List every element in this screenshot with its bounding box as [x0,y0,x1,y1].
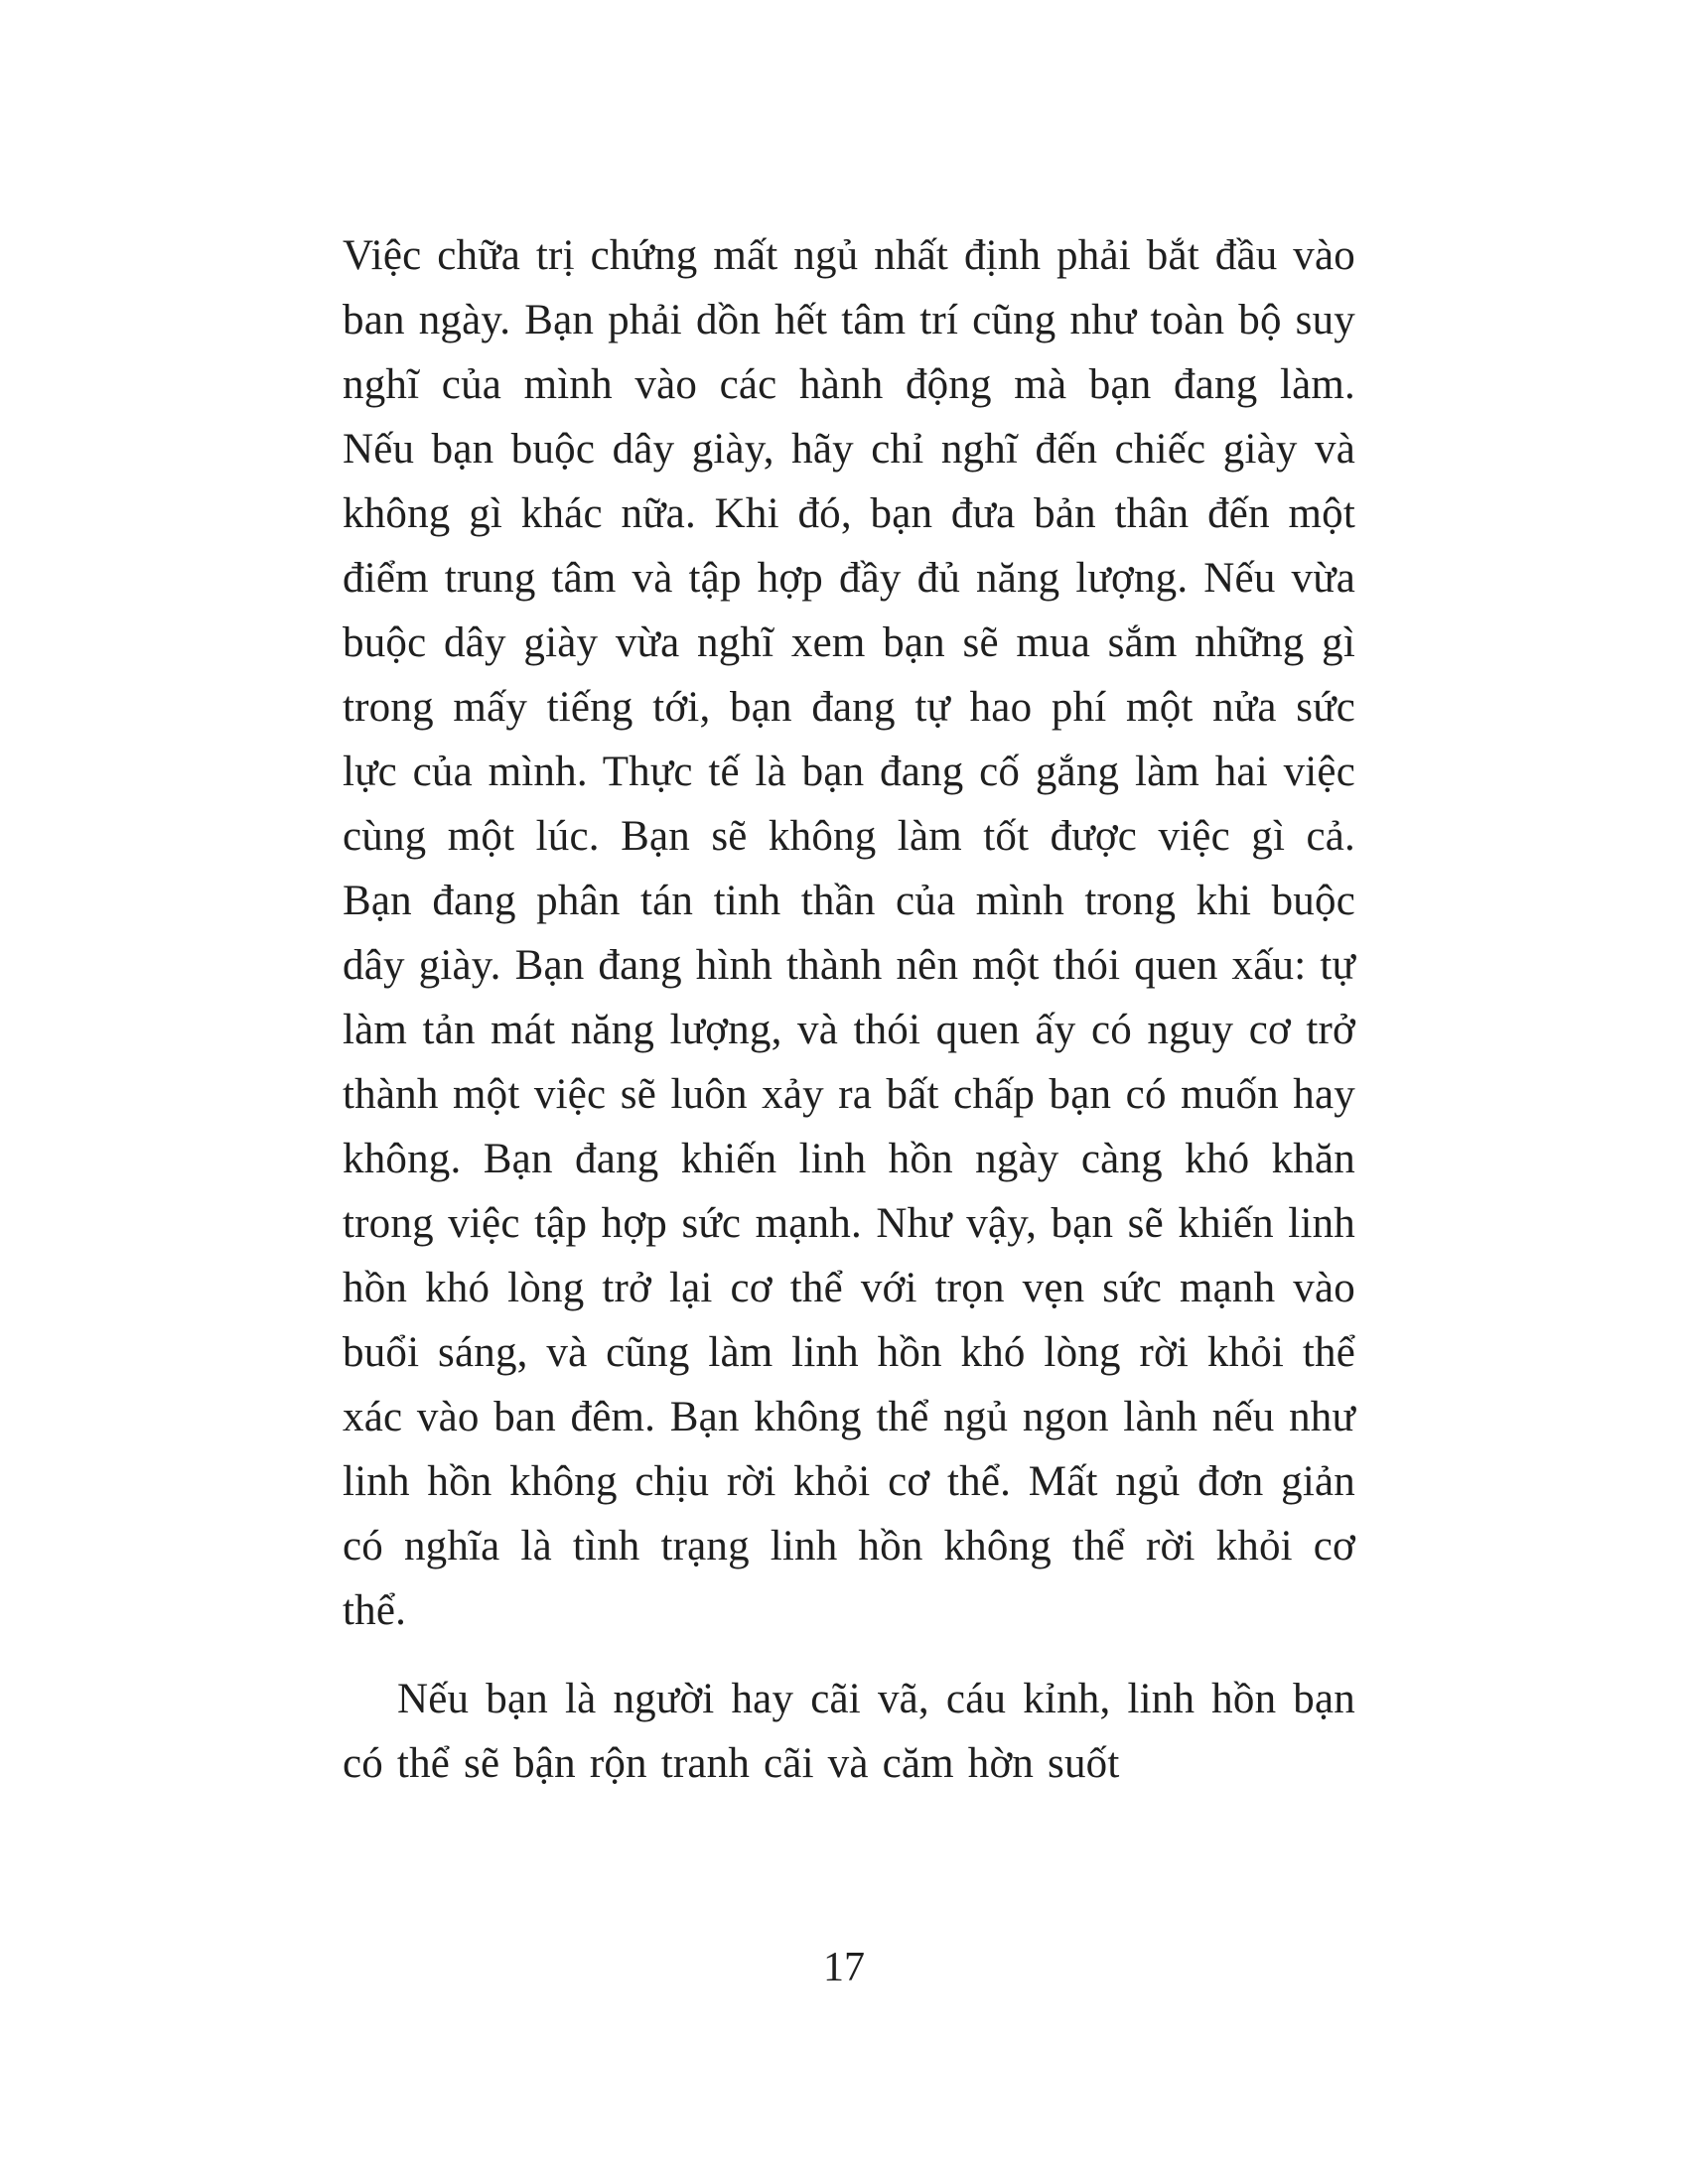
page-number: 17 [823,1945,865,1990]
paragraph: Nếu bạn là người hay cãi vã, cáu kỉnh, linh hồn bạn có thể sẽ bận rộn tranh cãi và căm hờn suốt [343,1676,1355,1787]
text-block [343,223,1355,1796]
paragraph: Việc chữa trị chứng mất ngủ nhất định phải bắt đầu vào ban ngày. Bạn phải dồn hết tâm trí cũng như toàn bộ suy nghĩ của mình vào các hành động mà bạn đang làm. Nếu bạn buộc dây giày, hãy chỉ nghĩ đến chiếc giày và không gì khác nữa. Khi đó, bạn đưa bản thân đến một điểm trung tâm và tập hợp đầy đủ năng lượng. Nếu vừa buộc dây giày vừa nghĩ xem bạn sẽ mua sắm những gì trong mấy tiếng tới, bạn đang tự hao phí một nửa sức lực của mình. Thực tế là bạn đang cố gắng làm hai việc cùng một lúc. Bạn sẽ không làm tốt được việc gì cả. Bạn đang phân tán tinh thần của mình trong khi buộc dây giày. Bạn đang hình thành nên một thói quen xấu: tự làm tản mát năng lượng, và thói quen ấy có nguy cơ trở thành một việc sẽ luôn xảy ra bất chấp bạn có muốn hay không. Bạn đang khiến linh hồn ngày càng khó khăn trong việc tập hợp sức mạnh. Như vậy, bạn sẽ khiến linh hồn khó lòng trở lại cơ thể với trọn vẹn sức mạnh vào buổi sáng, và cũng làm linh hồn khó lòng rời khỏi thể xác vào ban đêm. Bạn không thể ngủ ngon lành nếu như linh hồn không chịu rời khỏi cơ thể. Mất ngủ đơn giản có nghĩa là tình trạng linh hồn không thể rời khỏi cơ thể. [343,232,1355,1634]
